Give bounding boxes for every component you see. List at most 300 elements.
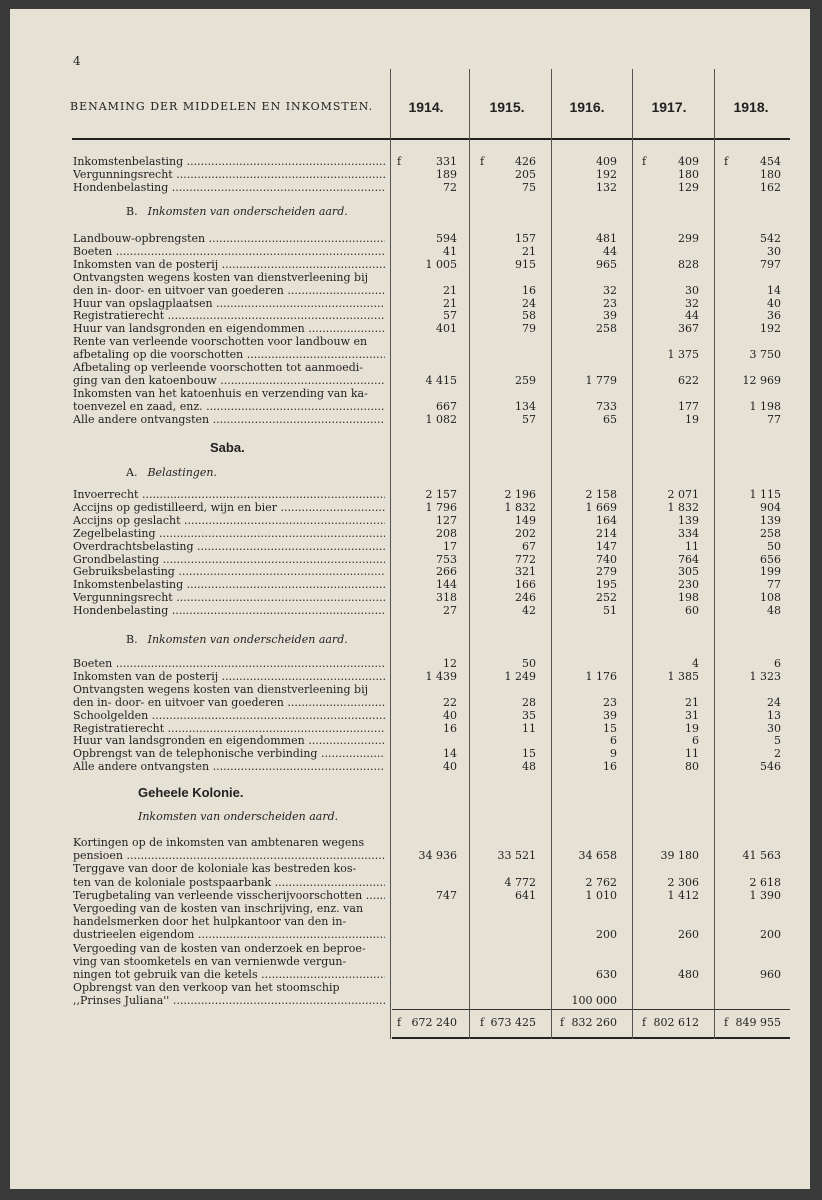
cell-value: 15 bbox=[522, 747, 536, 760]
cell-value: 656 bbox=[760, 553, 781, 566]
cell-value: 100 000 bbox=[571, 994, 617, 1007]
row-label: Inkomsten van het katoenhuis en verzending van ka- bbox=[73, 387, 368, 400]
cell-value: 23 bbox=[603, 297, 617, 310]
cell-value: 41 563 bbox=[742, 849, 781, 862]
cell-value: 50 bbox=[767, 540, 781, 553]
cell-value: 108 bbox=[760, 591, 781, 604]
cell-value: 1 832 bbox=[667, 501, 699, 514]
table-row bbox=[10, 902, 810, 915]
cell-value: 40 bbox=[767, 297, 781, 310]
year-header-1917: 1917. bbox=[651, 99, 687, 115]
cell-value: 401 bbox=[436, 322, 457, 335]
cell-value: 2 762 bbox=[585, 876, 617, 889]
cell-value: 2 306 bbox=[667, 876, 699, 889]
total-value: 849 955 bbox=[735, 1016, 781, 1029]
cell-value: 24 bbox=[522, 297, 536, 310]
cell-value: 260 bbox=[678, 928, 699, 941]
cell-value: 79 bbox=[522, 322, 536, 335]
cell-value: 3 750 bbox=[749, 348, 781, 361]
row-label: Alle andere ontvangsten ..... bbox=[73, 760, 385, 773]
table-row bbox=[10, 994, 810, 1007]
cell-value: 200 bbox=[760, 928, 781, 941]
cell-value: 6 bbox=[610, 734, 617, 747]
table-row bbox=[10, 696, 810, 709]
cell-value: 34 658 bbox=[578, 849, 617, 862]
row-label: Boeten ..... bbox=[73, 657, 385, 670]
table-row bbox=[10, 348, 810, 361]
cell-value: 32 bbox=[685, 297, 699, 310]
cell-value: 19 bbox=[685, 722, 699, 735]
cell-value: 1 082 bbox=[425, 413, 457, 426]
cell-value: 36 bbox=[767, 309, 781, 322]
row-label: afbetaling op die voorschotten ..... bbox=[73, 348, 385, 361]
row-label: Invoerrecht ..... bbox=[73, 488, 385, 501]
cell-value: 1 249 bbox=[504, 670, 536, 683]
cell-value: 202 bbox=[515, 527, 536, 540]
cell-value: 740 bbox=[596, 553, 617, 566]
table-row bbox=[10, 501, 810, 514]
row-label: Accijns op geslacht ..... bbox=[73, 514, 385, 527]
header-rule bbox=[72, 138, 790, 140]
cell-value: 214 bbox=[596, 527, 617, 540]
row-label: Schoolgelden ..... bbox=[73, 709, 385, 722]
cell-value: 2 196 bbox=[504, 488, 536, 501]
table-row bbox=[10, 309, 810, 322]
cell-value: 6 bbox=[774, 657, 781, 670]
table-row bbox=[10, 155, 810, 168]
cell-value: 1 375 bbox=[667, 348, 699, 361]
row-label: Huur van landsgronden en eigendommen ..... bbox=[73, 734, 385, 747]
row-label: Rente van verleende voorschotten voor landbouw en bbox=[73, 335, 368, 348]
table-row bbox=[10, 709, 810, 722]
cell-value: 4 772 bbox=[504, 876, 536, 889]
row-label: Vergoeding van de kosten van inschrijving, enz. van bbox=[73, 902, 364, 915]
year-header-1918: 1918. bbox=[733, 99, 769, 115]
table-row bbox=[10, 604, 810, 617]
table-row bbox=[10, 578, 810, 591]
row-label: Terggave van door de koloniale kas bestreden kos- bbox=[73, 862, 357, 875]
row-label: Inkomstenbelasting ..... bbox=[73, 578, 385, 591]
cell-value: 33 521 bbox=[497, 849, 536, 862]
cell-value: 132 bbox=[596, 181, 617, 194]
cell-value: 426 bbox=[515, 155, 536, 168]
cell-value: 904 bbox=[760, 501, 781, 514]
cell-value: 2 158 bbox=[585, 488, 617, 501]
cell-value: 4 bbox=[692, 657, 699, 670]
total-value: 802 612 bbox=[653, 1016, 699, 1029]
cell-value: 17 bbox=[443, 540, 457, 553]
cell-value: 5 bbox=[774, 734, 781, 747]
cell-value: 30 bbox=[685, 284, 699, 297]
cell-value: 6 bbox=[692, 734, 699, 747]
cell-value: 65 bbox=[603, 413, 617, 426]
cell-value: 4 415 bbox=[425, 374, 457, 387]
row-label: Grondbelasting ..... bbox=[73, 553, 385, 566]
row-label: Inkomsten van de posterij ..... bbox=[73, 670, 385, 683]
row-label: den in- door- en uitvoer van goederen ..... bbox=[73, 696, 385, 709]
currency-symbol: f bbox=[397, 1016, 402, 1029]
cell-value: 641 bbox=[515, 889, 536, 902]
section-subheading: B. Inkomsten van onderscheiden aard. bbox=[126, 205, 348, 218]
cell-value: 747 bbox=[436, 889, 457, 902]
cell-value: 129 bbox=[678, 181, 699, 194]
year-header-1916: 1916. bbox=[569, 99, 605, 115]
cell-value: 189 bbox=[436, 168, 457, 181]
total-value: 672 240 bbox=[411, 1016, 457, 1029]
row-label: ten van de koloniale postspaarbank ..... bbox=[73, 876, 385, 889]
table-row bbox=[10, 322, 810, 335]
cell-value: 80 bbox=[685, 760, 699, 773]
cell-value: 48 bbox=[767, 604, 781, 617]
cell-value: 21 bbox=[685, 696, 699, 709]
document-page bbox=[10, 9, 810, 1189]
cell-value: 50 bbox=[522, 657, 536, 670]
row-label: Overdrachtsbelasting ..... bbox=[73, 540, 385, 553]
cell-value: 230 bbox=[678, 578, 699, 591]
cell-value: 200 bbox=[596, 928, 617, 941]
cell-value: 13 bbox=[767, 709, 781, 722]
cell-value: 279 bbox=[596, 565, 617, 578]
row-label: pensioen ..... bbox=[73, 849, 385, 862]
table-row bbox=[10, 915, 810, 928]
table-row bbox=[10, 271, 810, 284]
table-row bbox=[10, 413, 810, 426]
cell-value: 198 bbox=[678, 591, 699, 604]
table-row bbox=[10, 540, 810, 553]
cell-value: 258 bbox=[596, 322, 617, 335]
cell-value: 11 bbox=[685, 540, 699, 553]
cell-value: 27 bbox=[443, 604, 457, 617]
cell-value: 16 bbox=[603, 760, 617, 773]
cell-value: 305 bbox=[678, 565, 699, 578]
cell-value: 40 bbox=[443, 709, 457, 722]
table-row bbox=[10, 670, 810, 683]
row-label: Kortingen op de inkomsten van ambtenaren wegens bbox=[73, 836, 365, 849]
cell-value: 39 bbox=[603, 709, 617, 722]
row-label: Zegelbelasting ..... bbox=[73, 527, 385, 540]
cell-value: 9 bbox=[610, 747, 617, 760]
row-label: Hondenbelasting ..... bbox=[73, 604, 385, 617]
table-row bbox=[10, 488, 810, 501]
section-subheading: A. Belastingen. bbox=[126, 466, 217, 479]
row-label: Huur van landsgronden en eigendommen ..... bbox=[73, 322, 385, 335]
table-row bbox=[10, 836, 810, 849]
total-value: 832 260 bbox=[571, 1016, 617, 1029]
cell-value: 1 010 bbox=[585, 889, 617, 902]
table-row bbox=[10, 361, 810, 374]
cell-value: 1 115 bbox=[749, 488, 781, 501]
cell-value: 252 bbox=[596, 591, 617, 604]
table-row bbox=[10, 527, 810, 540]
cell-value: 753 bbox=[436, 553, 457, 566]
cell-value: 2 bbox=[774, 747, 781, 760]
cell-value: 367 bbox=[678, 322, 699, 335]
cell-value: 21 bbox=[443, 284, 457, 297]
cell-value: 162 bbox=[760, 181, 781, 194]
row-label: Afbetaling op verleende voorschotten tot aanmoedi- bbox=[73, 361, 363, 374]
cell-value: 19 bbox=[685, 413, 699, 426]
row-label: Terugbetaling van verleende visscherijvoorschotten ..... bbox=[73, 889, 385, 902]
cell-value: 1 439 bbox=[425, 670, 457, 683]
cell-value: 147 bbox=[596, 540, 617, 553]
cell-value: 24 bbox=[767, 696, 781, 709]
cell-value: 2 157 bbox=[425, 488, 457, 501]
currency-symbol: f bbox=[642, 1016, 647, 1029]
table-row bbox=[10, 284, 810, 297]
currency-symbol: f bbox=[642, 155, 647, 168]
subheading-text: Inkomsten van onderscheiden aard. bbox=[147, 205, 348, 218]
section-heading: Geheele Kolonie. bbox=[138, 785, 244, 800]
cell-value: 409 bbox=[678, 155, 699, 168]
cell-value: 1 390 bbox=[749, 889, 781, 902]
cell-value: 258 bbox=[760, 527, 781, 540]
currency-symbol: f bbox=[724, 1016, 729, 1029]
cell-value: 1 779 bbox=[585, 374, 617, 387]
table-row bbox=[10, 968, 810, 981]
cell-value: 12 bbox=[443, 657, 457, 670]
cell-value: 139 bbox=[760, 514, 781, 527]
cell-value: 22 bbox=[443, 696, 457, 709]
currency-symbol: f bbox=[480, 1016, 485, 1029]
cell-value: 180 bbox=[678, 168, 699, 181]
table-row bbox=[10, 683, 810, 696]
cell-value: 58 bbox=[522, 309, 536, 322]
cell-value: 1 796 bbox=[425, 501, 457, 514]
cell-value: 11 bbox=[685, 747, 699, 760]
cell-value: 21 bbox=[443, 297, 457, 310]
cell-value: 39 180 bbox=[660, 849, 699, 862]
year-header-1915: 1915. bbox=[489, 99, 525, 115]
cell-value: 622 bbox=[678, 374, 699, 387]
totals-row bbox=[10, 1016, 810, 1029]
cell-value: 127 bbox=[436, 514, 457, 527]
row-label: den in- door- en uitvoer van goederen ..... bbox=[73, 284, 385, 297]
page-number: 4 bbox=[73, 54, 81, 68]
cell-value: 149 bbox=[515, 514, 536, 527]
cell-value: 195 bbox=[596, 578, 617, 591]
cell-value: 31 bbox=[685, 709, 699, 722]
cell-value: 164 bbox=[596, 514, 617, 527]
row-label: ging van den katoenbouw ..... bbox=[73, 374, 385, 387]
cell-value: 15 bbox=[603, 722, 617, 735]
cell-value: 331 bbox=[436, 155, 457, 168]
row-label: handelsmerken door het hulpkantoor van den in- bbox=[73, 915, 347, 928]
cell-value: 481 bbox=[596, 232, 617, 245]
cell-value: 1 832 bbox=[504, 501, 536, 514]
table-row bbox=[10, 955, 810, 968]
cell-value: 630 bbox=[596, 968, 617, 981]
row-label: Hondenbelasting ..... bbox=[73, 181, 385, 194]
cell-value: 16 bbox=[443, 722, 457, 735]
column-header-description: BENAMING DER MIDDELEN EN INKOMSTEN. bbox=[70, 100, 374, 113]
row-label: toenvezel en zaad, enz. ..... bbox=[73, 400, 385, 413]
cell-value: 409 bbox=[596, 155, 617, 168]
table-row bbox=[10, 862, 810, 875]
cell-value: 23 bbox=[603, 696, 617, 709]
cell-value: 41 bbox=[443, 245, 457, 258]
currency-symbol: f bbox=[480, 155, 485, 168]
row-label: Landbouw-opbrengsten ..... bbox=[73, 232, 385, 245]
row-label: Ontvangsten wegens kosten van dienstverleening bij bbox=[73, 683, 369, 696]
cell-value: 39 bbox=[603, 309, 617, 322]
cell-value: 1 198 bbox=[749, 400, 781, 413]
cell-value: 2 071 bbox=[667, 488, 699, 501]
cell-value: 199 bbox=[760, 565, 781, 578]
cell-value: 77 bbox=[767, 578, 781, 591]
year-header-1914: 1914. bbox=[408, 99, 444, 115]
cell-value: 192 bbox=[596, 168, 617, 181]
cell-value: 205 bbox=[515, 168, 536, 181]
table-row bbox=[10, 747, 810, 760]
currency-symbol: f bbox=[397, 155, 402, 168]
cell-value: 139 bbox=[678, 514, 699, 527]
section-subheading: B. Inkomsten van onderscheiden aard. bbox=[126, 633, 348, 646]
table-row bbox=[10, 942, 810, 955]
cell-value: 1 323 bbox=[749, 670, 781, 683]
cell-value: 44 bbox=[685, 309, 699, 322]
currency-symbol: f bbox=[560, 1016, 565, 1029]
cell-value: 733 bbox=[596, 400, 617, 413]
cell-value: 246 bbox=[515, 591, 536, 604]
row-label: Huur van opslagplaatsen ..... bbox=[73, 297, 385, 310]
cell-value: 72 bbox=[443, 181, 457, 194]
table-row bbox=[10, 514, 810, 527]
table-row bbox=[10, 374, 810, 387]
cell-value: 40 bbox=[443, 760, 457, 773]
cell-value: 144 bbox=[436, 578, 457, 591]
total-value: 673 425 bbox=[490, 1016, 536, 1029]
cell-value: 1 412 bbox=[667, 889, 699, 902]
cell-value: 42 bbox=[522, 604, 536, 617]
cell-value: 334 bbox=[678, 527, 699, 540]
cell-value: 546 bbox=[760, 760, 781, 773]
row-label: Boeten ..... bbox=[73, 245, 385, 258]
cell-value: 51 bbox=[603, 604, 617, 617]
row-label: ,,Prinses Juliana'' ..... bbox=[73, 994, 385, 1007]
cell-value: 1 669 bbox=[585, 501, 617, 514]
cell-value: 166 bbox=[515, 578, 536, 591]
cell-value: 60 bbox=[685, 604, 699, 617]
cell-value: 965 bbox=[596, 258, 617, 271]
cell-value: 134 bbox=[515, 400, 536, 413]
subheading-text: Inkomsten van onderscheiden aard. bbox=[147, 633, 348, 646]
cell-value: 67 bbox=[522, 540, 536, 553]
cell-value: 772 bbox=[515, 553, 536, 566]
cell-value: 454 bbox=[760, 155, 781, 168]
cell-value: 208 bbox=[436, 527, 457, 540]
row-label: Alle andere ontvangsten ..... bbox=[73, 413, 385, 426]
table-row bbox=[10, 591, 810, 604]
cell-value: 1 176 bbox=[585, 670, 617, 683]
section-heading: Saba. bbox=[210, 440, 245, 455]
row-label: Accijns op gedistilleerd, wijn en bier ..... bbox=[73, 501, 385, 514]
cell-value: 667 bbox=[436, 400, 457, 413]
table-row bbox=[10, 181, 810, 194]
table-row bbox=[10, 981, 810, 994]
cell-value: 57 bbox=[443, 309, 457, 322]
table-row bbox=[10, 335, 810, 348]
cell-value: 321 bbox=[515, 565, 536, 578]
cell-value: 180 bbox=[760, 168, 781, 181]
table-row bbox=[10, 258, 810, 271]
cell-value: 542 bbox=[760, 232, 781, 245]
cell-value: 266 bbox=[436, 565, 457, 578]
row-label: dustrieelen eigendom ..... bbox=[73, 928, 385, 941]
cell-value: 797 bbox=[760, 258, 781, 271]
bottom-rule bbox=[392, 1037, 790, 1039]
cell-value: 30 bbox=[767, 245, 781, 258]
totals-rule bbox=[392, 1009, 790, 1010]
table-row bbox=[10, 876, 810, 889]
cell-value: 2 618 bbox=[749, 876, 781, 889]
cell-value: 915 bbox=[515, 258, 536, 271]
table-row bbox=[10, 928, 810, 941]
currency-symbol: f bbox=[724, 155, 729, 168]
row-label: ving van stoomketels en van vernienwde vergun- bbox=[73, 955, 347, 968]
cell-value: 75 bbox=[522, 181, 536, 194]
row-label: Registratierecht ..... bbox=[73, 722, 385, 735]
cell-value: 16 bbox=[522, 284, 536, 297]
cell-value: 192 bbox=[760, 322, 781, 335]
cell-value: 318 bbox=[436, 591, 457, 604]
row-label: Ontvangsten wegens kosten van dienstverleening bij bbox=[73, 271, 369, 284]
row-label: Gebruiksbelasting ..... bbox=[73, 565, 385, 578]
cell-value: 594 bbox=[436, 232, 457, 245]
cell-value: 1 385 bbox=[667, 670, 699, 683]
row-label: Inkomsten van de posterij ..... bbox=[73, 258, 385, 271]
table-row bbox=[10, 657, 810, 670]
cell-value: 828 bbox=[678, 258, 699, 271]
cell-value: 77 bbox=[767, 413, 781, 426]
row-label: Vergunningsrecht ..... bbox=[73, 168, 385, 181]
cell-value: 35 bbox=[522, 709, 536, 722]
cell-value: 157 bbox=[515, 232, 536, 245]
cell-value: 259 bbox=[515, 374, 536, 387]
table-row bbox=[10, 734, 810, 747]
cell-value: 177 bbox=[678, 400, 699, 413]
table-row bbox=[10, 760, 810, 773]
cell-value: 48 bbox=[522, 760, 536, 773]
row-label: Vergunningsrecht ..... bbox=[73, 591, 385, 604]
cell-value: 44 bbox=[603, 245, 617, 258]
row-label: Inkomstenbelasting ..... bbox=[73, 155, 385, 168]
section-subheading: Inkomsten van onderscheiden aard. bbox=[138, 810, 339, 823]
cell-value: 32 bbox=[603, 284, 617, 297]
cell-value: 57 bbox=[522, 413, 536, 426]
cell-value: 12 969 bbox=[742, 374, 781, 387]
cell-value: 14 bbox=[767, 284, 781, 297]
subheading-text: Belastingen. bbox=[147, 466, 217, 479]
row-label: ningen tot gebruik van die ketels ..... bbox=[73, 968, 385, 981]
table-row bbox=[10, 400, 810, 413]
cell-value: 14 bbox=[443, 747, 457, 760]
table-row bbox=[10, 232, 810, 245]
cell-value: 764 bbox=[678, 553, 699, 566]
cell-value: 34 936 bbox=[418, 849, 457, 862]
cell-value: 299 bbox=[678, 232, 699, 245]
table-row bbox=[10, 889, 810, 902]
table-row bbox=[10, 245, 810, 258]
table-row bbox=[10, 387, 810, 400]
row-label: Opbrengst van de telephonische verbinding ..... bbox=[73, 747, 385, 760]
cell-value: 480 bbox=[678, 968, 699, 981]
table-row bbox=[10, 565, 810, 578]
cell-value: 11 bbox=[522, 722, 536, 735]
table-row bbox=[10, 168, 810, 181]
cell-value: 1 005 bbox=[425, 258, 457, 271]
cell-value: 30 bbox=[767, 722, 781, 735]
cell-value: 960 bbox=[760, 968, 781, 981]
